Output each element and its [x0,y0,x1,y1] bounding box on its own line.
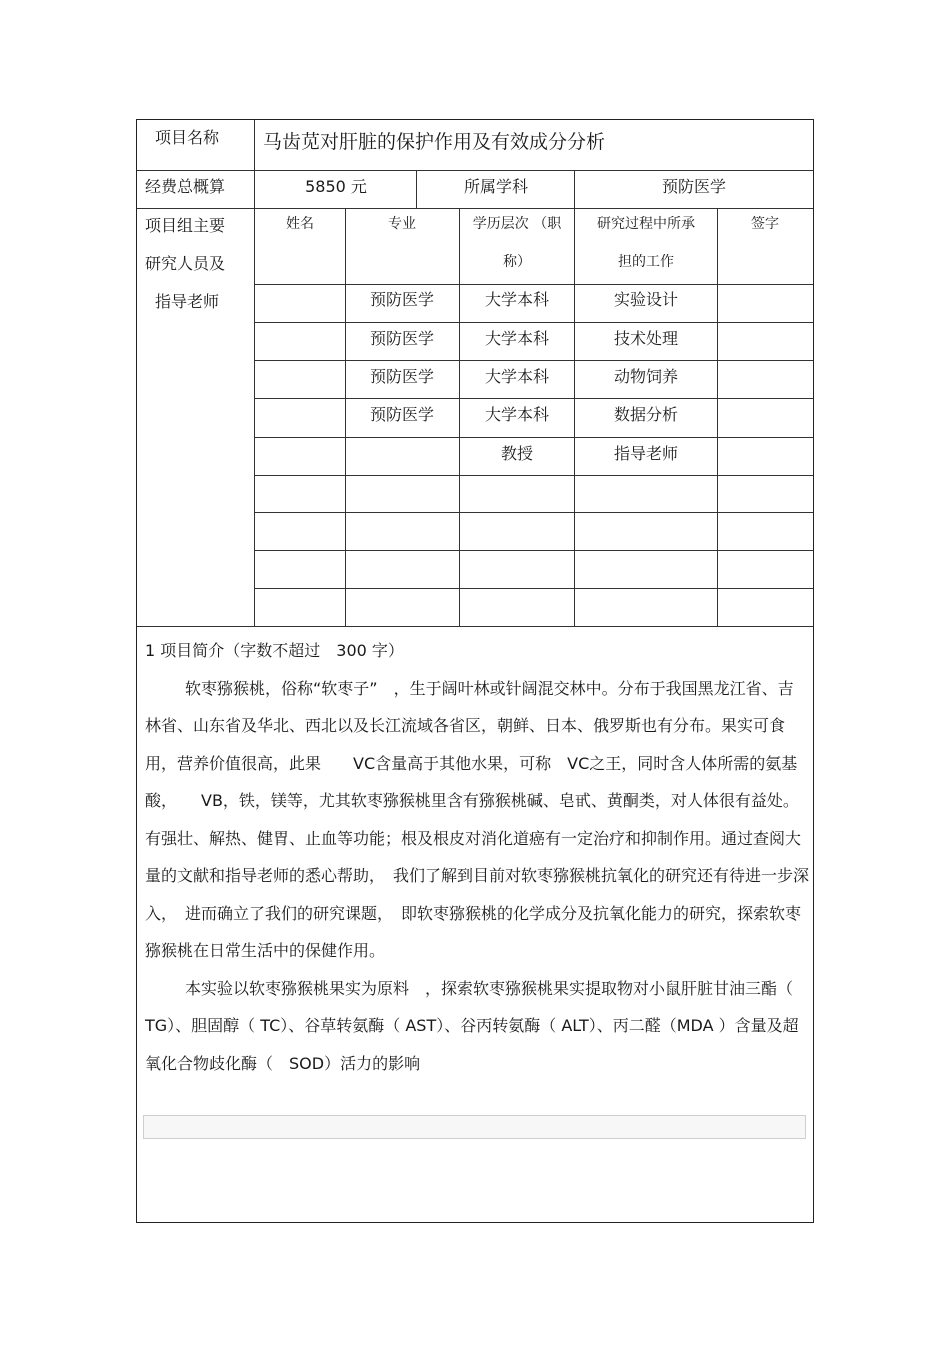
row-role: 动物饲养 [613,367,678,386]
header-name: 姓名 [286,216,314,232]
team-label-line-1: 项目组主要 [145,216,226,235]
row-major: 预防医学 [369,405,434,424]
row-degree: 大学本科 [484,329,549,348]
application-form [136,119,814,1223]
divider-h-row [254,512,813,513]
row-major: 预防医学 [369,290,434,309]
divider-v-subject [574,171,575,209]
header-major: 专业 [388,216,416,232]
row-degree: 教授 [500,444,533,463]
divider-h-row [254,360,813,361]
header-role-line-1: 研究过程中所承 [597,216,695,232]
project-name-label: 项目名称 [155,128,220,147]
intro-heading: 1 项目简介（字数不超过 300 字） [145,641,404,660]
row-role: 实验设计 [613,290,678,309]
project-name-value: 马齿苋对肝脏的保护作用及有效成分分析 [263,131,606,153]
row-role: 数据分析 [613,405,678,424]
divider-h-row [254,475,813,476]
row-major: 预防医学 [369,329,434,348]
divider-h-table-end [137,626,813,627]
row-role: 技术处理 [613,329,678,348]
divider-h-1 [137,170,813,171]
divider-v-role [717,209,718,626]
row-degree: 大学本科 [484,290,549,309]
header-sign: 签字 [751,216,779,232]
divider-h-row [254,550,813,551]
divider-h-row [254,437,813,438]
divider-v-major [459,209,460,626]
divider-v-budget [416,171,417,209]
row-degree: 大学本科 [484,367,549,386]
header-degree-line-1: 学历层次 （职 [472,216,562,232]
divider-h-row [254,588,813,589]
blank-input-strip [143,1115,806,1139]
row-major: 预防医学 [369,367,434,386]
row-role: 指导老师 [613,444,678,463]
project-intro [145,632,809,1082]
divider-h-2 [137,208,813,209]
subject-label: 所属学科 [463,177,528,196]
header-degree-line-2: 称） [503,254,531,270]
budget-label: 经费总概算 [145,177,226,196]
intro-paragraph-2: 本实验以软枣猕猴桃果实为原料 ，探索软枣猕猴桃果实提取物对小鼠肝脏甘油三酯（ TG）、胆固醇（ TC）、谷草转氨酶（ AST）、谷丙转氨酶（ ALT）、丙二醛（MDA ）含量及超氧化合物歧化酶（ SOD）活力的影响 [145,978,799,1073]
divider-h-row [254,398,813,399]
budget-value: 5850 元 [305,177,367,196]
divider-h-row [254,322,813,323]
row-degree: 大学本科 [484,405,549,424]
divider-v-name [345,209,346,626]
intro-paragraph-1: 软枣猕猴桃，俗称“软枣子” ，生于阔叶林或针阔混交林中。分布于我国黑龙江省、吉林省、山东省及华北、西北以及长江流域各省区，朝鲜、日本、俄罗斯也有分布。果实可食用，营养价值很高，此果 VC含量高于其他水果，可称 VC之王，同时含人体所需的氨基酸， VB，铁，镁等，尤其软枣猕猴桃里含有猕猴桃碱、皂甙、黄酮类，对人体很有益处。有强壮、解热、健胃、止血等功能；根及根皮对消化道癌有一定治疗和抑制作用。通过查阅大量的文献和指导老师的悉心帮助， 我们了解到目前对软枣猕猴桃抗氧化的研究还有待进一步深入， 进而确立了我们的研究课题， 即软枣猕猴桃的化学成分及抗氧化能力的研究，探索软枣猕猴桃在日常生活中的保健作用。 [145,678,810,960]
header-role-line-2: 担的工作 [618,254,674,270]
team-label-line-3: 指导老师 [155,292,220,311]
team-label-line-2: 研究人员及 [145,254,226,273]
divider-v-degree [574,209,575,626]
subject-value: 预防医学 [661,177,726,196]
divider-h-header [254,284,813,285]
